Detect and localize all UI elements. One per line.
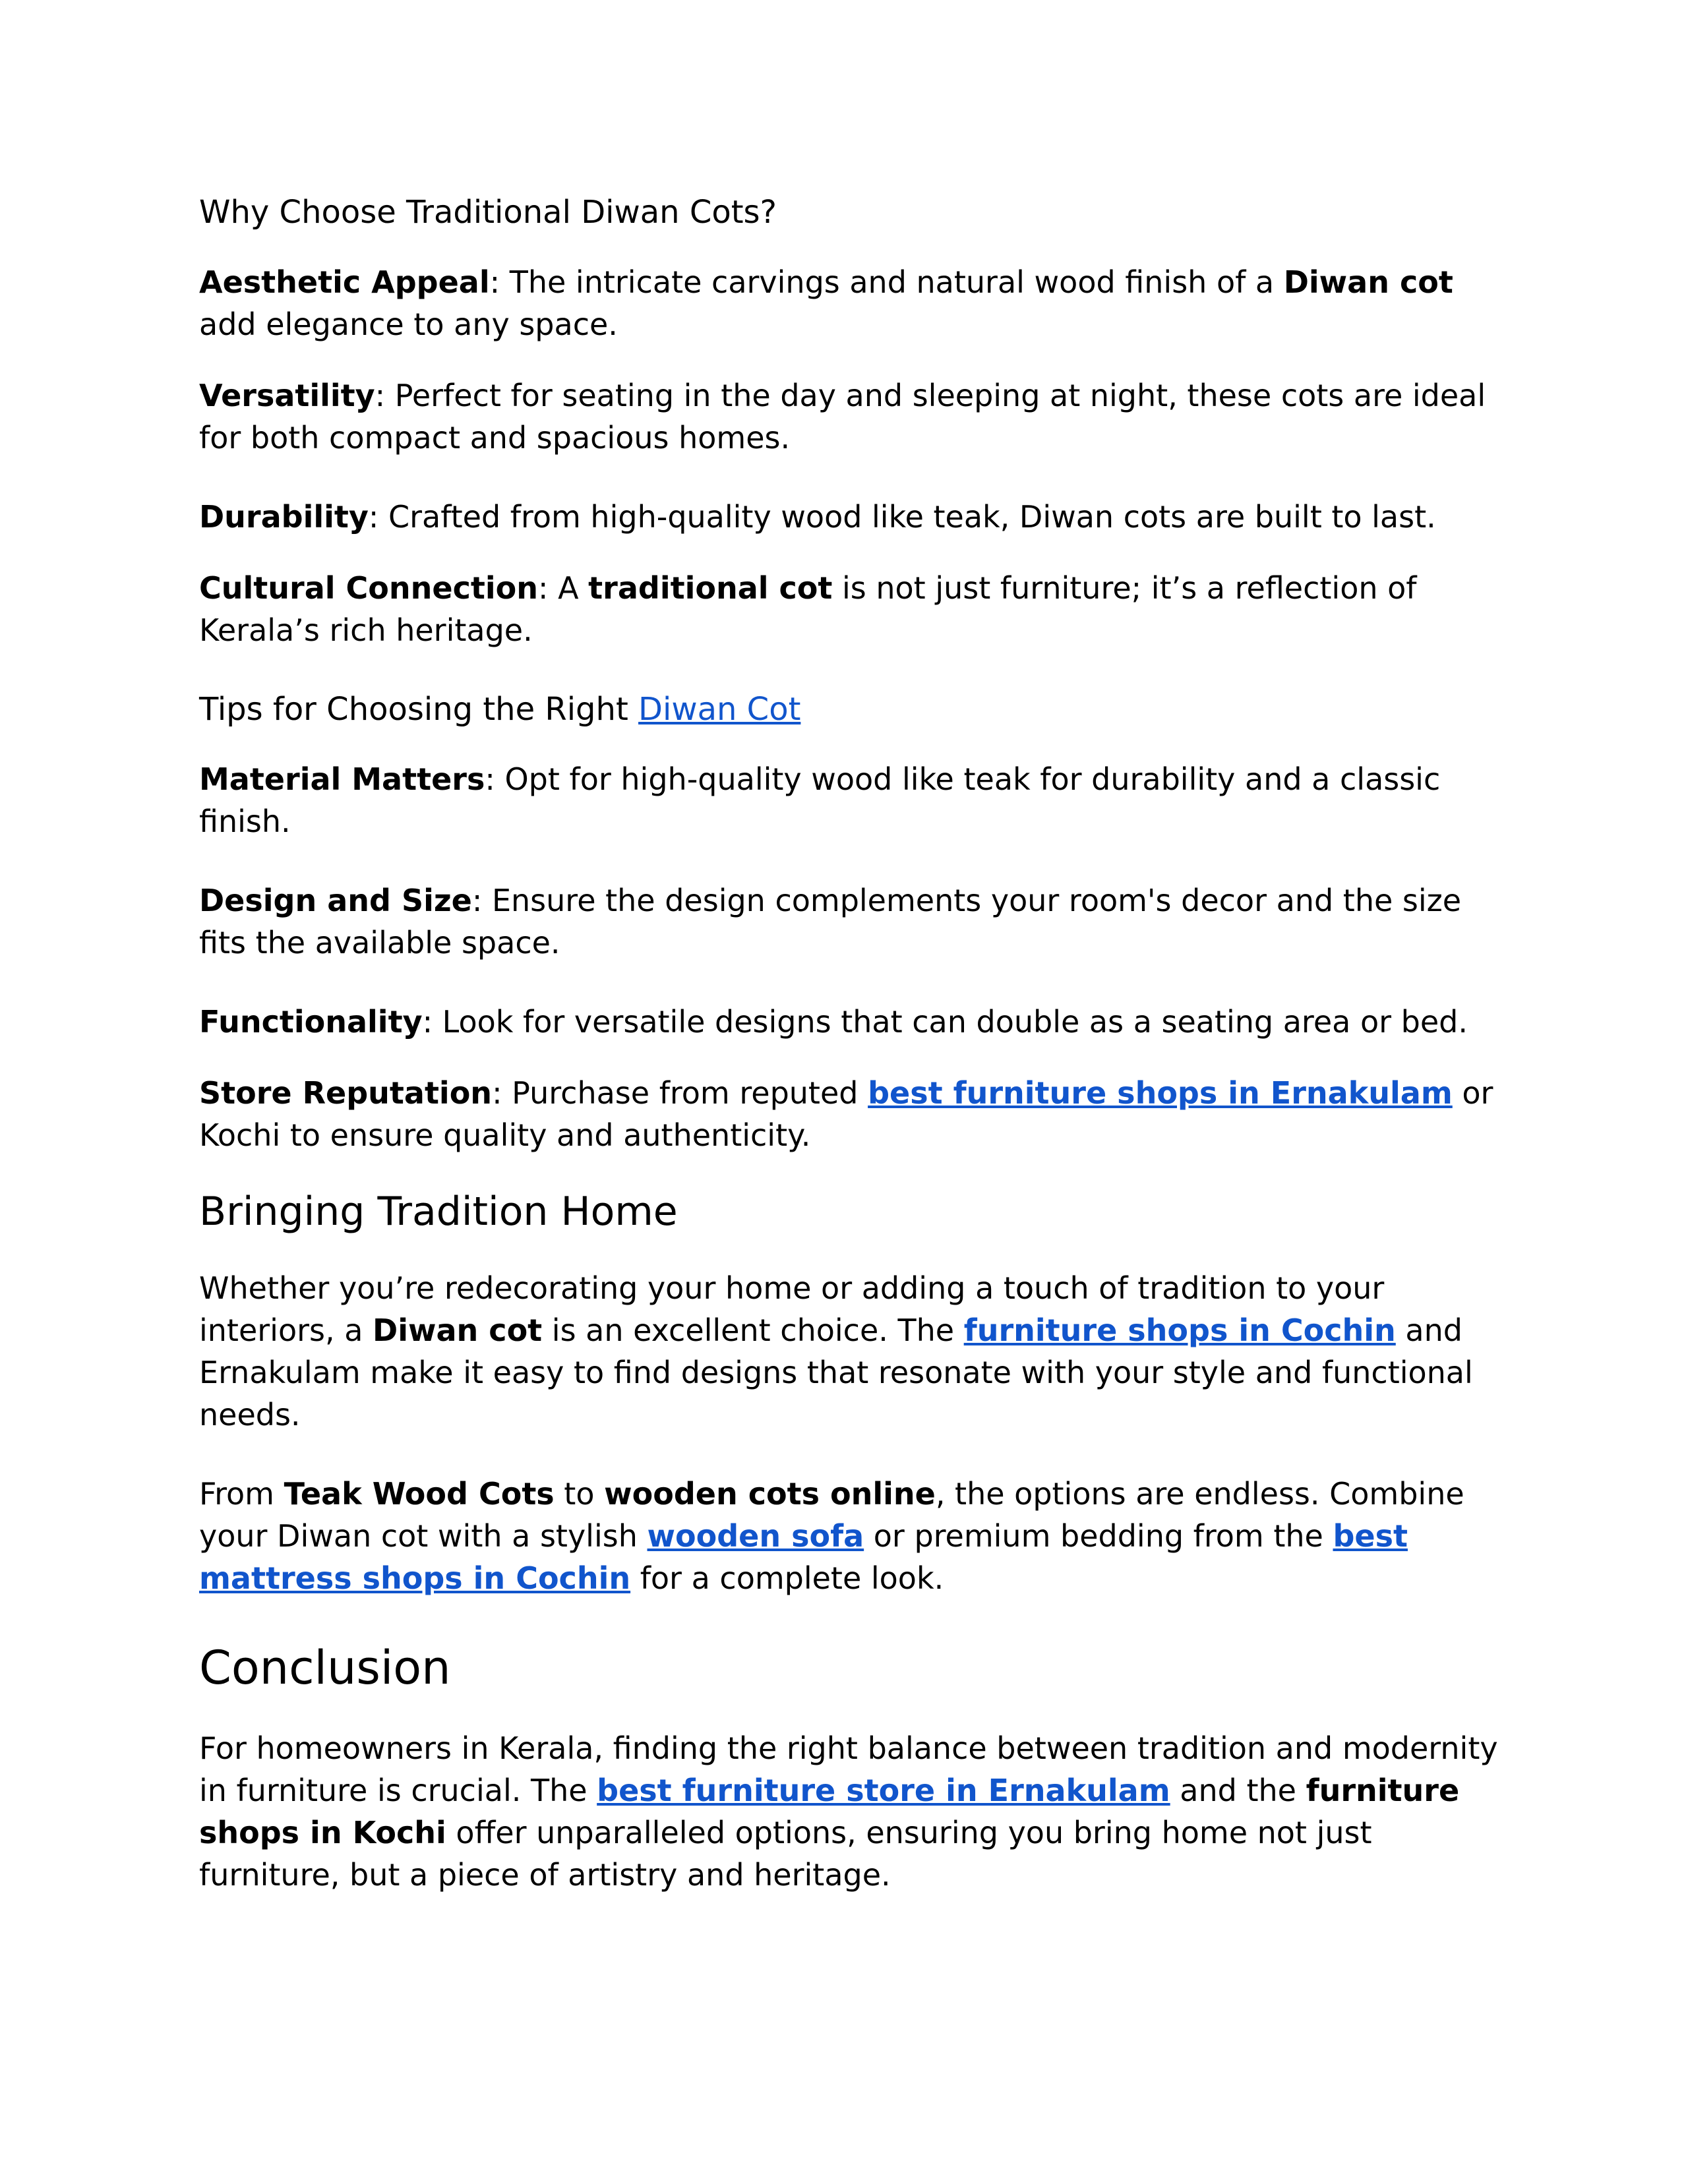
wooden-sofa-link[interactable]: wooden sofa bbox=[647, 1518, 864, 1554]
paragraph-bringing-tradition-2: From Teak Wood Cots to wooden cots online, the options are endless. Combine your Diwan cot with a stylish wooden sofa or premium bedding from the best mattress shops in Cochin for a complete look. bbox=[199, 1476, 1464, 1596]
best-furniture-shops-ernakulam-link[interactable]: best furniture shops in Ernakulam bbox=[868, 1075, 1453, 1111]
paragraph-design-and-size: Design and Size: Ensure the design complements your room's decor and the size fits the available space. bbox=[199, 883, 1462, 960]
best-mattress-shops-cochin-link[interactable]: best mattress shops in Cochin bbox=[199, 1518, 1408, 1596]
term-functionality: Functionality bbox=[199, 1004, 423, 1040]
paragraph-bringing-tradition-1: Whether you’re redecorating your home or adding a touch of tradition to your interiors, a Diwan cot is an excellent choice. The furniture shops in Cochin and Ernakulam make it easy to find designs that resonate with your style and functional needs. bbox=[199, 1270, 1473, 1432]
document-page bbox=[199, 191, 1505, 1925]
paragraph-store-reputation: Store Reputation: Purchase from reputed best furniture shops in Ernakulam or Kochi to ensure quality and authenticity. bbox=[199, 1075, 1493, 1153]
term-durability: Durability bbox=[199, 499, 369, 535]
term-design-and-size: Design and Size bbox=[199, 883, 472, 918]
section-heading-why-choose: Why Choose Traditional Diwan Cots? bbox=[199, 194, 777, 231]
diwan-cot-heading-link[interactable]: Diwan Cot bbox=[638, 691, 801, 728]
term-material-matters: Material Matters bbox=[199, 761, 485, 797]
paragraph-material-matters: Material Matters: Opt for high-quality wood like teak for durability and a classic finish. bbox=[199, 761, 1441, 839]
paragraph-versatility: Versatility: Perfect for seating in the day and sleeping at night, these cots are ideal for both compact and spacious homes. bbox=[199, 378, 1486, 456]
paragraph-aesthetic-appeal: Aesthetic Appeal: The intricate carvings and natural wood finish of a Diwan cot add elegance to any space. bbox=[199, 264, 1453, 342]
furniture-shops-cochin-link[interactable]: furniture shops in Cochin bbox=[963, 1313, 1396, 1348]
section-heading-conclusion: Conclusion bbox=[199, 1641, 451, 1695]
paragraph-cultural-connection: Cultural Connection: A traditional cot is not just furniture; it’s a reflection of Kerala’s rich heritage. bbox=[199, 570, 1417, 648]
term-aesthetic-appeal: Aesthetic Appeal bbox=[199, 264, 490, 300]
section-heading-tips: Tips for Choosing the Right Diwan Cot bbox=[199, 691, 801, 728]
paragraph-durability: Durability: Crafted from high-quality wood like teak, Diwan cots are built to last. bbox=[199, 499, 1436, 535]
term-cultural-connection: Cultural Connection bbox=[199, 570, 538, 606]
paragraph-functionality: Functionality: Look for versatile designs that can double as a seating area or bed. bbox=[199, 1004, 1468, 1040]
section-heading-bringing-tradition: Bringing Tradition Home bbox=[199, 1189, 678, 1235]
best-furniture-store-ernakulam-link[interactable]: best furniture store in Ernakulam bbox=[597, 1773, 1170, 1808]
term-store-reputation: Store Reputation bbox=[199, 1075, 493, 1111]
paragraph-conclusion: For homeowners in Kerala, finding the right balance between tradition and modernity in furniture is crucial. The best furniture store in Ernakulam and the furniture shops in Kochi offer unparalleled options, ensuring you bring home not just furniture, but a piece of artistry and heritage. bbox=[199, 1730, 1498, 1893]
term-versatility: Versatility bbox=[199, 378, 375, 413]
